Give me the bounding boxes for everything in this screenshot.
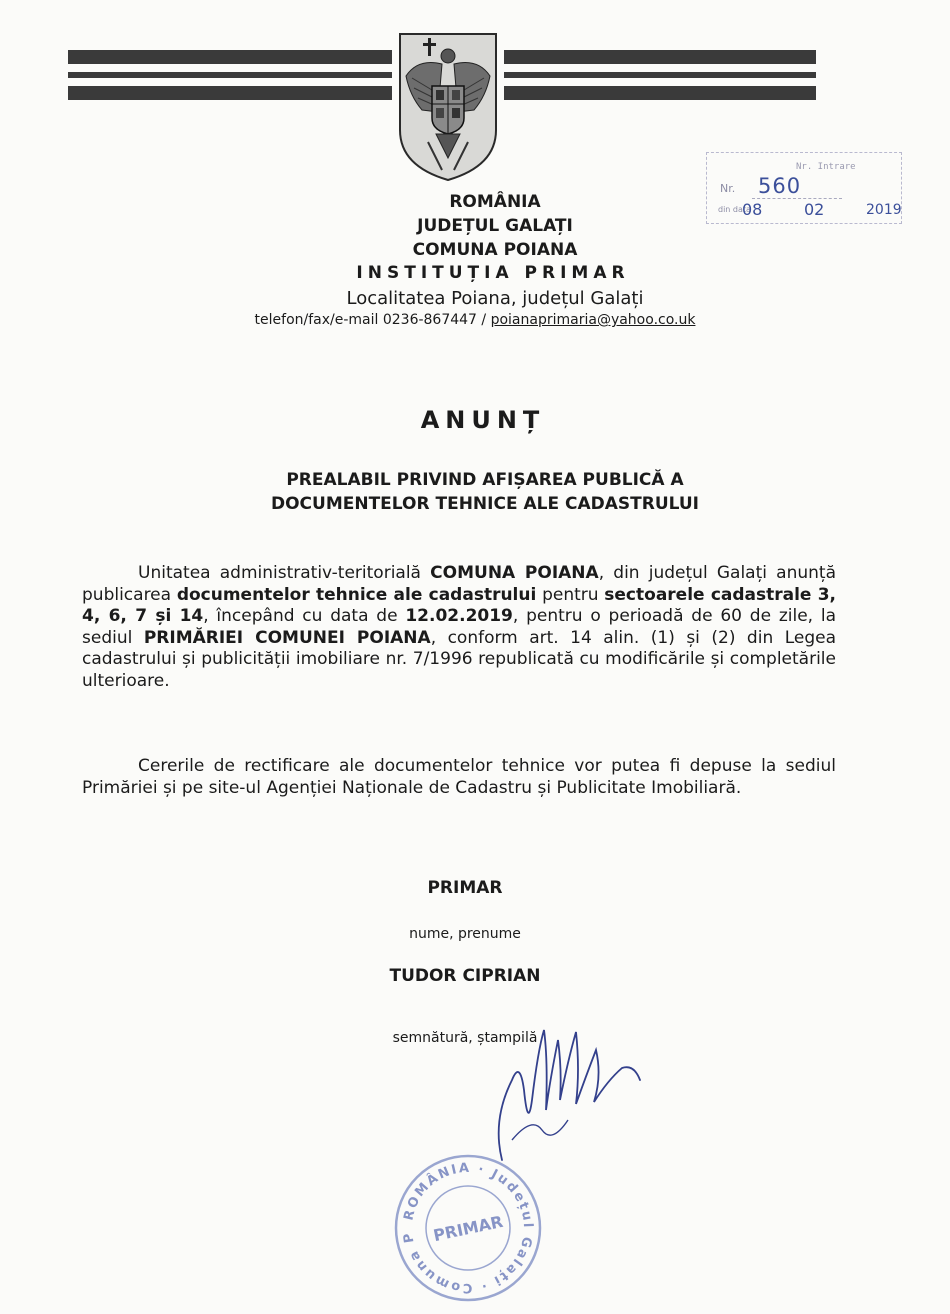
registration-stamp	[706, 152, 902, 224]
registration-year: 2019	[866, 202, 902, 218]
notice-title: ANUNȚ	[420, 406, 546, 434]
registration-date-label: din data	[718, 205, 751, 214]
letterhead-country: ROMÂNIA	[449, 192, 541, 212]
registration-day: 08	[742, 200, 763, 219]
letterhead-locality: Localitatea Poiana, județul Galați	[346, 288, 644, 309]
round-stamp-center-text: PRIMAR	[431, 1211, 505, 1246]
registration-number: 560	[758, 174, 802, 198]
contact-phone: telefon/fax/e-mail 0236-867447 /	[254, 312, 491, 328]
signature-stamp-label: semnătură, ștampilă	[392, 1030, 538, 1046]
letterhead-county: JUDEȚUL GALAȚI	[417, 216, 573, 236]
notice-paragraph-2: Cererile de rectificare ale documentelor tehnice vor putea fi depuse la sediul Primăriei și pe site-ul Agenției Naționale de Cadastru și Publicitate Imobiliară.	[82, 756, 836, 798]
contact-email-link[interactable]: poianaprimaria@yahoo.co.uk	[490, 312, 696, 328]
letterhead-contact	[0, 312, 950, 328]
registration-number-label: Nr.	[720, 182, 736, 195]
registration-month: 02	[804, 200, 825, 219]
notice-paragraph-1: Unitatea administrativ-teritorială COMUNA POIANA, din județul Galați anunță publicarea documentelor tehnice ale cadastrului pentru sectoarele cadastrale 3, 4, 6, 7 și 14, începând cu data de 12.02.2019, pentru o perioadă de 60 de zile, la sediul PRIMĂRIEI COMUNEI POIANA, conform art. 14 alin. (1) și (2) din Legea cadastrului și publicității imobiliare nr. 7/1996 republicată cu modificările și completările ulterioare.	[82, 563, 837, 691]
coat-of-arms-icon	[392, 30, 504, 182]
round-stamp-ring-text: ROMÂNIA · Județul Galați · Comuna P	[400, 1160, 536, 1296]
registration-stamp-header: Nr. Intrare	[796, 162, 856, 172]
official-round-stamp	[392, 1152, 544, 1304]
handwritten-signature-icon	[472, 1020, 652, 1170]
letterhead-institution: INSTITUȚIA PRIMAR	[356, 263, 630, 283]
letterhead-commune: COMUNA POIANA	[412, 240, 578, 260]
notice-subtitle-line1: PREALABIL PRIVIND AFIȘAREA PUBLICĂ A	[286, 470, 684, 490]
signatory-name-label: nume, prenume	[409, 926, 521, 942]
signatory-title: PRIMAR	[427, 878, 503, 898]
notice-subtitle-line2: DOCUMENTELOR TEHNICE ALE CADASTRULUI	[270, 494, 699, 514]
signatory-name: TUDOR CIPRIAN	[389, 966, 541, 986]
